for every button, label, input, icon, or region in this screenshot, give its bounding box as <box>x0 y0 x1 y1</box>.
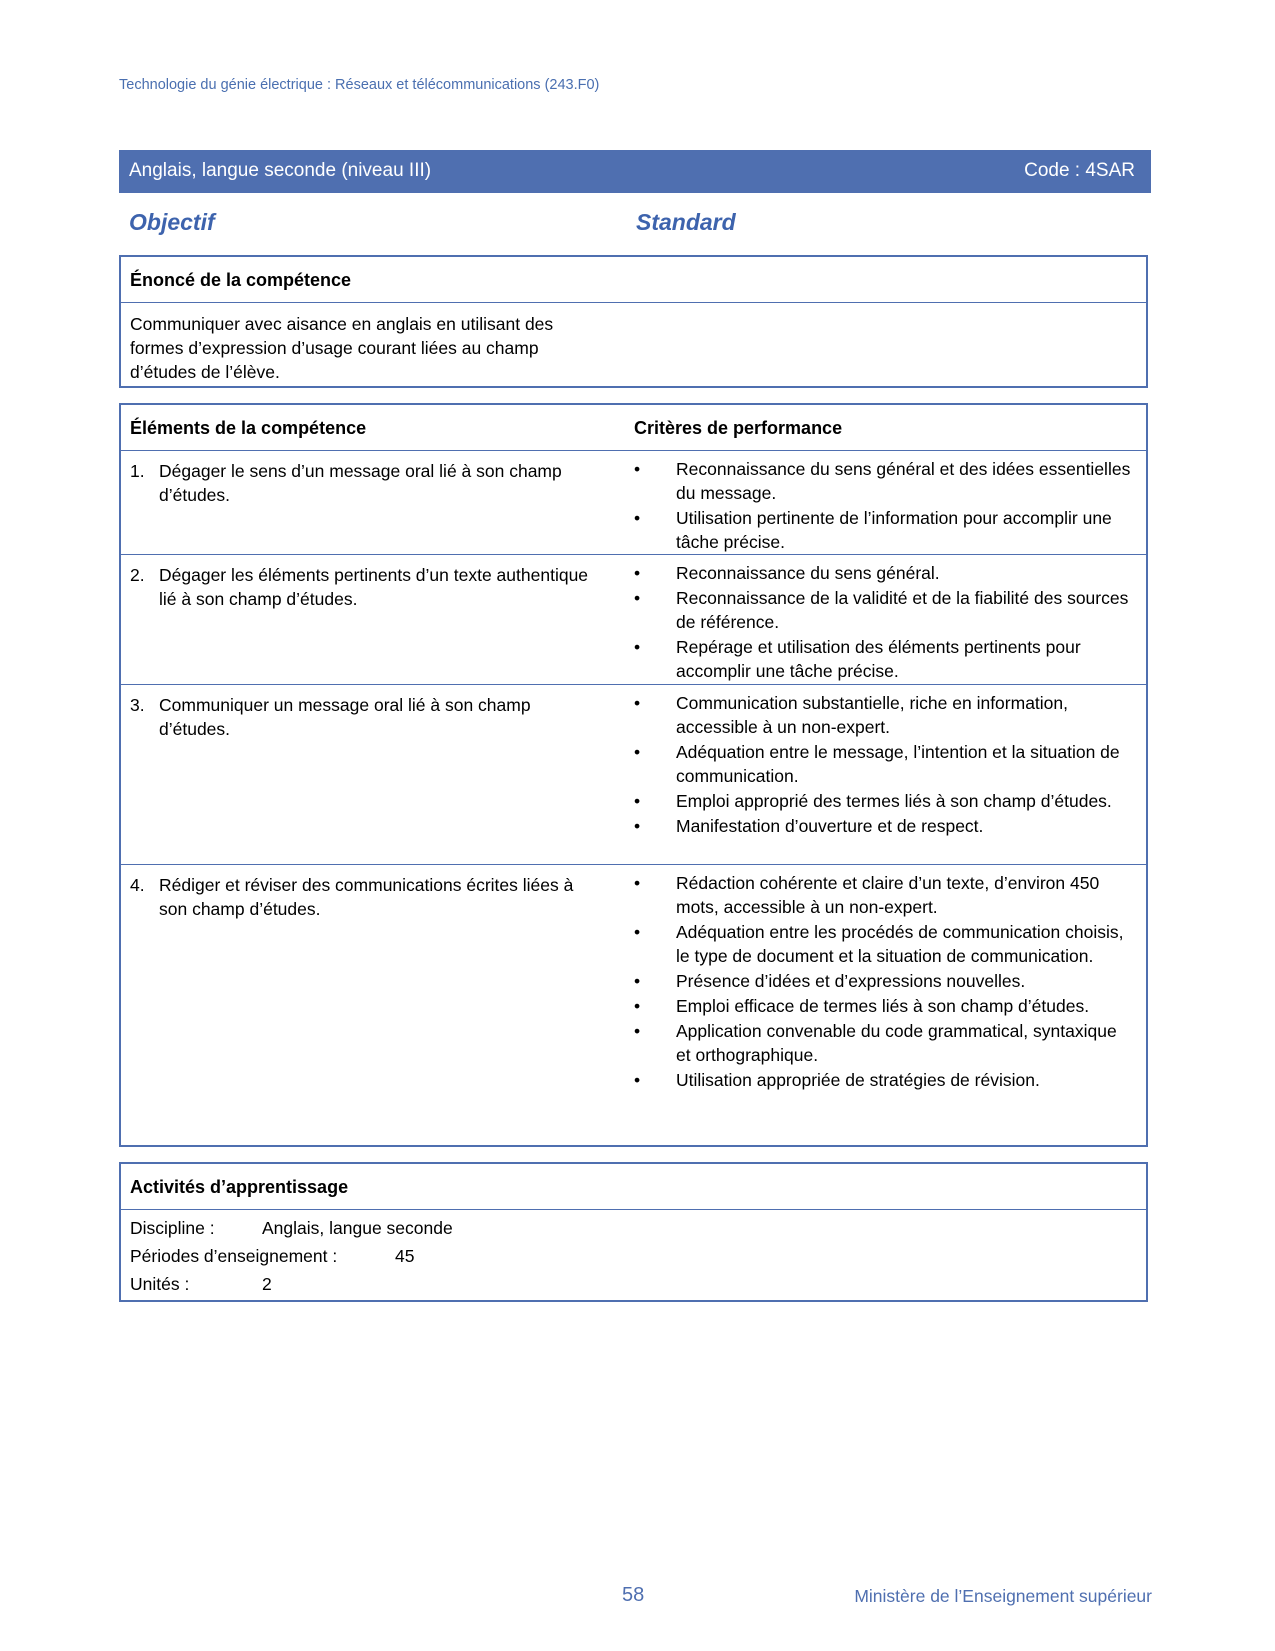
enonce-text: Communiquer avec aisance en anglais en utilisant des formes d’expression d’usage courant liées au champ d’études de l’élève. <box>130 314 554 382</box>
criterion-text: Repérage et utilisation des éléments pertinents pour accomplir une tâche précise. <box>676 637 1081 681</box>
criteria-list <box>634 871 1134 1093</box>
elements-header <box>121 405 1146 451</box>
criterion-item <box>634 969 1134 993</box>
criterion-text: Rédaction cohérente et claire d’un texte, d’environ 450 mots, accessible à un non-expert. <box>676 873 1100 917</box>
element-row <box>121 451 1146 555</box>
bullet-icon: • <box>634 742 641 762</box>
discipline-line <box>130 1216 453 1240</box>
unites-line <box>130 1272 272 1296</box>
objectif-heading: Objectif <box>129 209 215 235</box>
criterion-text: Reconnaissance du sens général. <box>676 563 940 583</box>
criterion-text: Reconnaissance de la validité et de la fiabilité des sources de référence. <box>676 588 1129 632</box>
unites-label: Unités : <box>130 1274 190 1294</box>
criterion-text: Communication substantielle, riche en information, accessible à un non-expert. <box>676 693 1068 737</box>
standard-heading: Standard <box>636 209 736 235</box>
element-row <box>121 865 1146 1144</box>
criterion-text: Manifestation d’ouverture et de respect. <box>676 816 984 836</box>
bullet-icon: • <box>634 922 641 942</box>
element-text: Dégager les éléments pertinents d’un texte authentique lié à son champ d’études. <box>159 565 589 609</box>
criteria-list <box>634 561 1134 684</box>
element-row <box>121 555 1146 685</box>
elements-section <box>119 403 1148 1147</box>
bullet-icon: • <box>634 1021 641 1041</box>
criteria-list <box>634 691 1134 839</box>
activites-title: Activités d’apprentissage <box>130 1177 349 1197</box>
periodes-value: 45 <box>395 1246 415 1266</box>
activites-header <box>121 1164 1146 1210</box>
element-row <box>121 685 1146 865</box>
unites-value: 2 <box>262 1274 272 1294</box>
criterion-item <box>634 1068 1134 1092</box>
enonce-header <box>121 257 1146 303</box>
bullet-icon: • <box>634 1070 641 1090</box>
criterion-item <box>634 561 1134 585</box>
bullet-icon: • <box>634 791 641 811</box>
criterion-item <box>634 635 1134 683</box>
activites-section <box>119 1162 1148 1302</box>
bullet-icon: • <box>634 637 641 657</box>
bullet-icon: • <box>634 459 641 479</box>
element-number: 2. <box>130 565 145 585</box>
element-text: Communiquer un message oral lié à son champ d’études. <box>159 695 531 739</box>
criteria-list <box>634 457 1134 555</box>
criterion-item <box>634 740 1134 788</box>
criterion-text: Adéquation entre les procédés de communication choisis, le type de document et la situation de communication. <box>676 922 1124 966</box>
criterion-item <box>634 457 1134 505</box>
criterion-item <box>634 1019 1134 1067</box>
enonce-section <box>119 255 1148 388</box>
bullet-icon: • <box>634 693 641 713</box>
criterion-text: Utilisation pertinente de l’information pour accomplir une tâche précise. <box>676 508 1112 552</box>
element-number: 4. <box>130 875 145 895</box>
page-number: 58 <box>622 1584 645 1606</box>
criterion-text: Adéquation entre le message, l’intention et la situation de communication. <box>676 742 1120 786</box>
criterion-text: Reconnaissance du sens général et des idées essentielles du message. <box>676 459 1131 503</box>
criterion-item <box>634 871 1134 919</box>
criterion-item <box>634 814 1134 838</box>
enonce-title: Énoncé de la compétence <box>130 270 352 290</box>
criterion-item <box>634 691 1134 739</box>
bullet-icon: • <box>634 996 641 1016</box>
criterion-text: Emploi efficace de termes liés à son champ d’études. <box>676 996 1090 1016</box>
footer-ministry: Ministère de l’Enseignement supérieur <box>854 1586 1152 1606</box>
criterion-item <box>634 789 1134 813</box>
element-number: 1. <box>130 461 145 481</box>
criterion-item <box>634 586 1134 634</box>
element-number: 3. <box>130 695 145 715</box>
bullet-icon: • <box>634 563 641 583</box>
course-code: Code : 4SAR <box>1024 160 1135 181</box>
bullet-icon: • <box>634 508 641 528</box>
criterion-item <box>634 506 1134 554</box>
criterion-text: Emploi approprié des termes liés à son champ d’études. <box>676 791 1112 811</box>
periodes-line <box>130 1244 415 1268</box>
criterion-text: Utilisation appropriée de stratégies de révision. <box>676 1070 1040 1090</box>
criterion-item <box>634 920 1134 968</box>
course-name: Anglais, langue seconde (niveau III) <box>129 160 432 181</box>
criteria-title: Critères de performance <box>634 418 843 438</box>
elements-title: Éléments de la compétence <box>130 418 367 438</box>
element-text: Dégager le sens d’un message oral lié à son champ d’études. <box>159 461 562 505</box>
criterion-text: Application convenable du code grammatical, syntaxique et orthographique. <box>676 1021 1117 1065</box>
periodes-label: Périodes d’enseignement : <box>130 1246 338 1266</box>
course-banner <box>119 150 1151 193</box>
bullet-icon: • <box>634 971 641 991</box>
criterion-item <box>634 994 1134 1018</box>
discipline-value: Anglais, langue seconde <box>262 1218 453 1238</box>
element-text: Rédiger et réviser des communications écrites liées à son champ d’études. <box>159 875 574 919</box>
discipline-label: Discipline : <box>130 1218 215 1238</box>
bullet-icon: • <box>634 873 641 893</box>
bullet-icon: • <box>634 816 641 836</box>
bullet-icon: • <box>634 588 641 608</box>
program-title: Technologie du génie électrique : Réseaux et télécommunications (243.F0) <box>119 77 600 93</box>
criterion-text: Présence d’idées et d’expressions nouvelles. <box>676 971 1026 991</box>
